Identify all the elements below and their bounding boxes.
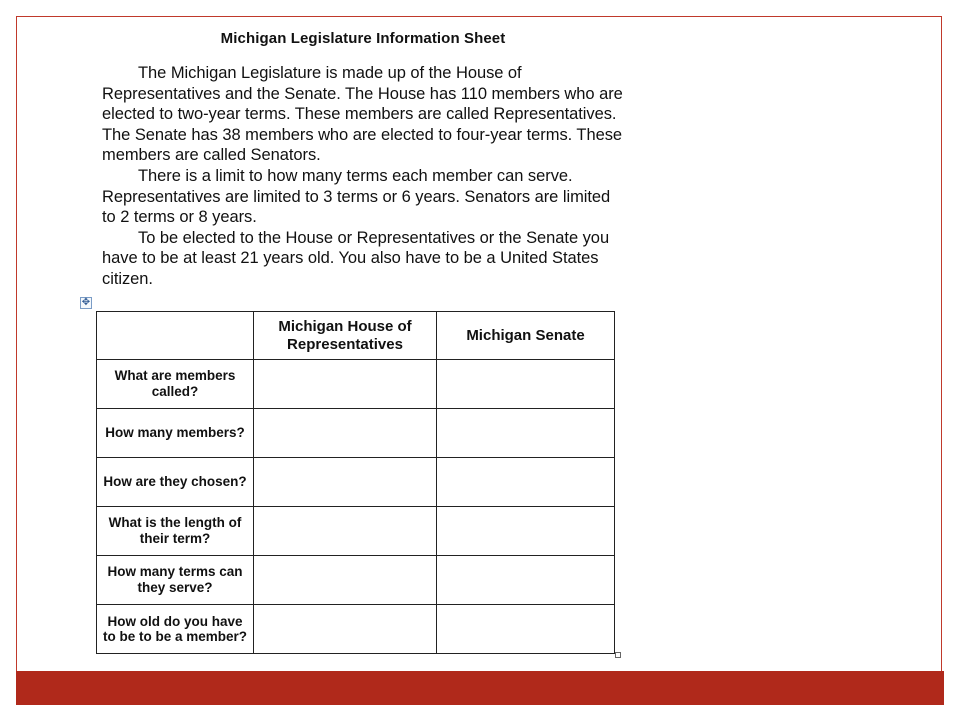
paragraph-term-limits: There is a limit to how many terms each member can serve. Representatives are limited to 3 terms or 6 years. Senators are limited to 2 terms or 8 years. — [102, 166, 611, 227]
answer-cell-house[interactable] — [254, 605, 437, 654]
answer-cell-senate[interactable] — [437, 605, 615, 654]
document-page — [102, 30, 624, 290]
document-body — [102, 63, 624, 290]
table-corner-cell[interactable] — [97, 312, 254, 360]
row-question[interactable]: How old do you have to be to be a member? — [97, 605, 254, 654]
answer-cell-house[interactable] — [254, 458, 437, 507]
answer-cell-senate[interactable] — [437, 409, 615, 458]
table-row — [97, 507, 615, 556]
answer-cell-senate[interactable] — [437, 507, 615, 556]
row-question[interactable]: What is the length of their term? — [97, 507, 254, 556]
table-row — [97, 409, 615, 458]
row-question[interactable]: How are they chosen? — [97, 458, 254, 507]
table-row — [97, 360, 615, 409]
answer-cell-house[interactable] — [254, 556, 437, 605]
answer-cell-senate[interactable] — [437, 360, 615, 409]
row-question[interactable]: How many members? — [97, 409, 254, 458]
table-row — [97, 605, 615, 654]
row-question[interactable]: What are members called? — [97, 360, 254, 409]
answer-cell-senate[interactable] — [437, 458, 615, 507]
table-row — [97, 458, 615, 507]
answer-cell-house[interactable] — [254, 507, 437, 556]
answer-cell-house[interactable] — [254, 360, 437, 409]
table-row — [97, 556, 615, 605]
answer-cell-house[interactable] — [254, 409, 437, 458]
row-question[interactable]: How many terms can they serve? — [97, 556, 254, 605]
column-header-senate[interactable]: Michigan Senate — [437, 312, 615, 360]
resize-handle-icon[interactable] — [615, 652, 621, 658]
answer-cell-senate[interactable] — [437, 556, 615, 605]
paragraph-eligibility: To be elected to the House or Representatives or the Senate you have to be at least 21 years old. You also have to be a United States citizen. — [102, 228, 610, 288]
column-header-house[interactable]: Michigan House of Representatives — [254, 312, 437, 360]
table-header-row — [97, 312, 615, 360]
document-title: Michigan Legislature Information Sheet — [220, 30, 506, 47]
paragraph-composition: The Michigan Legislature is made up of the House of Representatives and the Senate. The House has 110 members who are elected to two-year terms. These members are called Representatives. The Senate has 38 members who are elected to four-year terms. These members are called Senators. — [102, 64, 623, 165]
footer-bar — [16, 671, 944, 705]
move-icon[interactable]: ✥ — [81, 297, 91, 308]
comparison-table — [96, 311, 615, 654]
